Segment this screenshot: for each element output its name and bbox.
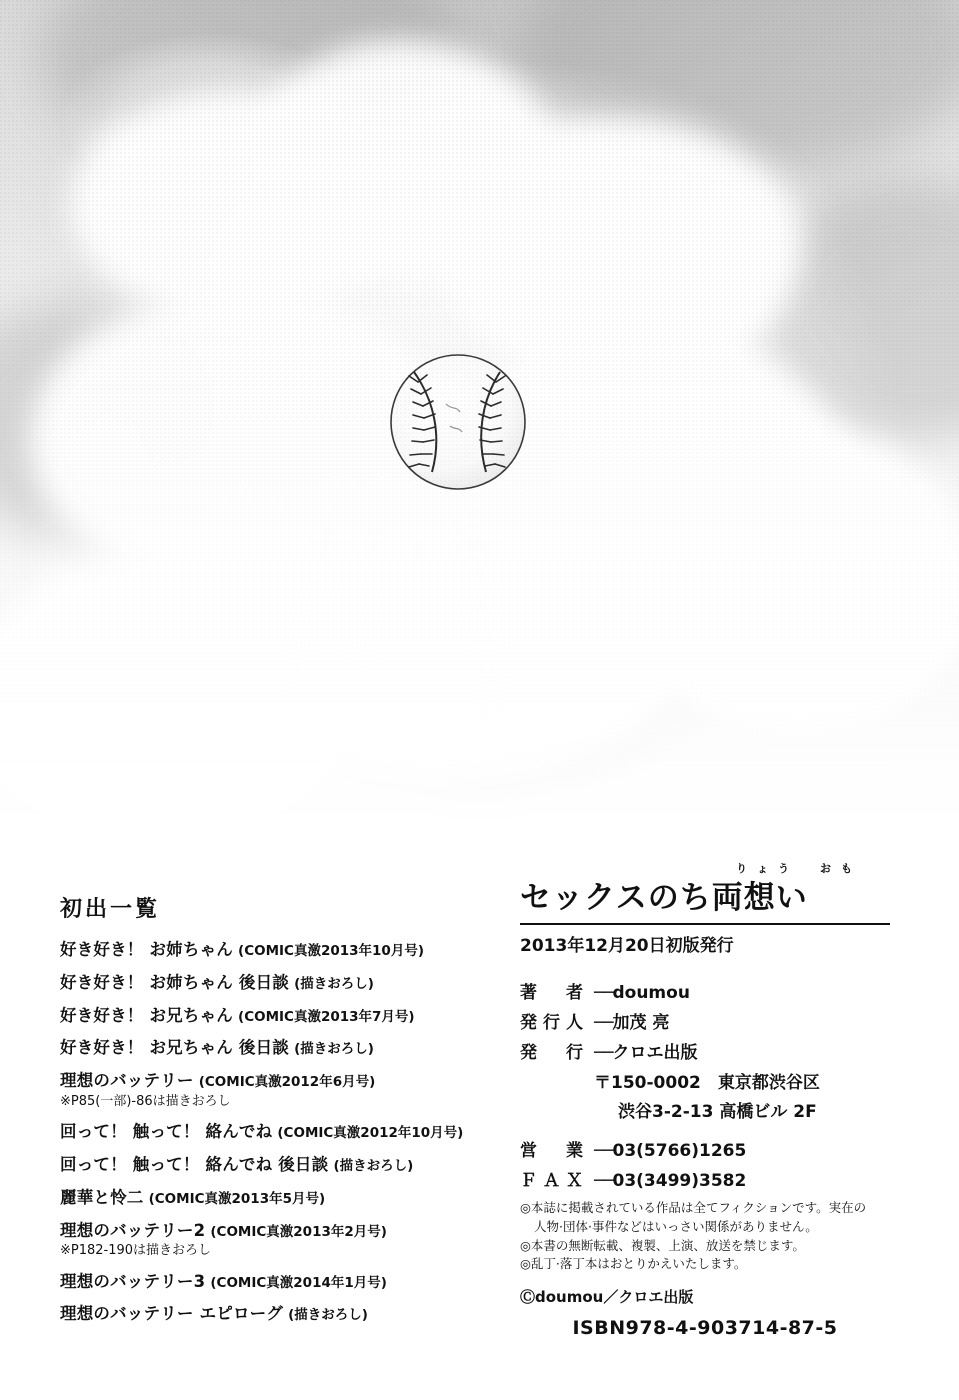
list-item — [60, 1271, 490, 1293]
publisher-label: 発 行 — [520, 1043, 589, 1063]
publisher-row — [520, 1038, 920, 1063]
sparkle — [300, 232, 305, 237]
credit-source: (COMIC真激2014年1月号) — [210, 1274, 387, 1291]
sales-phone-value: 03(5766)1265 — [612, 1141, 747, 1161]
credit-title: 好き好き！ お姉ちゃん 後日談 — [60, 972, 289, 992]
publisher-person-row — [520, 1008, 920, 1033]
publisher-value: クロエ出版 — [612, 1043, 698, 1063]
light-ray — [447, 469, 513, 722]
list-item — [60, 1005, 490, 1027]
credit-source: (COMIC真激2013年10月号) — [238, 943, 424, 959]
credit-source: (COMIC真激2012年6月号) — [198, 1074, 376, 1091]
credit-source: (COMIC真激2012年10月号) — [277, 1125, 464, 1142]
cloud-shade — [0, 300, 220, 540]
list-item — [60, 939, 490, 961]
address-line-2: 渋谷3-2-13 高橋ビル 2F — [618, 1102, 817, 1122]
list-item — [60, 1070, 490, 1110]
legal-line: 人物·団体·事件などはいっさい関係がありません。 — [534, 1218, 818, 1234]
first-appearance-list — [60, 892, 490, 1336]
credit-source: (COMIC真激2013年2月号) — [210, 1223, 387, 1240]
cloud-puff — [70, 90, 400, 320]
author-value: doumou — [612, 983, 690, 1003]
row-dash: ── — [594, 1013, 613, 1033]
credit-title: 理想のバッテリー3 — [60, 1271, 206, 1291]
legal-line: ◎本誌に掲載されている作品は全てフィクションです。実在の — [520, 1200, 867, 1215]
row-dash: ── — [594, 983, 613, 1003]
list-item — [60, 1303, 490, 1325]
copyright-line: Ⓒdoumou／クロエ出版 — [520, 1288, 694, 1306]
credit-title: 麗華と怜二 — [60, 1187, 144, 1207]
fax-row — [520, 1166, 920, 1191]
credit-source: (COMIC真激2013年7月号) — [238, 1008, 415, 1025]
cloud-puff — [0, 560, 360, 840]
list-item — [60, 1037, 490, 1059]
address-line-1: 〒150-0002 東京都渋谷区 — [594, 1073, 820, 1093]
fax-value: 03(3499)3582 — [612, 1171, 747, 1191]
author-row — [520, 978, 920, 1003]
sparkle — [596, 612, 601, 617]
imprint-block — [520, 860, 920, 1339]
book-title-wrap — [520, 860, 920, 917]
credit-title: 理想のバッテリー2 — [60, 1220, 206, 1240]
row-dash: ── — [594, 1043, 613, 1063]
cloud-puff — [430, 330, 850, 650]
author-label: 著 者 — [520, 983, 589, 1003]
credit-title: 好き好き！ お兄ちゃん 後日談 — [60, 1038, 289, 1058]
cloud-puff — [250, 40, 550, 280]
title-ruby: りょう おも — [736, 862, 862, 875]
isbn-code: ISBN978-4-903714-87-5 — [572, 1317, 838, 1339]
credit-note: ※P85(一部)-86は描きおろし — [60, 1094, 231, 1110]
baseball-icon — [388, 352, 528, 492]
cloud-puff — [620, 430, 959, 730]
credit-source: (COMIC真激2013年5月号) — [148, 1190, 326, 1207]
credit-source: (描きおろし) — [333, 1158, 414, 1175]
sales-label: 営 業 — [520, 1141, 589, 1161]
list-item — [60, 1121, 490, 1143]
cloud-puff — [180, 480, 700, 780]
page-title: セックスのち両想い — [520, 880, 808, 916]
publisher-person-value: 加茂 亮 — [612, 1013, 670, 1033]
legal-notice — [520, 1199, 920, 1274]
credit-list — [60, 939, 490, 1325]
credit-title: 理想のバッテリー エピローグ — [60, 1304, 284, 1324]
publication-date: 2013年12月20日初版発行 — [520, 936, 734, 956]
sales-phone-row — [520, 1136, 920, 1161]
colophon-section — [0, 860, 959, 1400]
cloud-puff — [30, 290, 450, 590]
light-ray — [346, 469, 396, 670]
list-item — [60, 1187, 490, 1209]
credit-source: (描きおろし) — [294, 1041, 374, 1058]
credit-title: 好き好き！ お姉ちゃん — [60, 940, 233, 959]
credit-title: 理想のバッテリー — [60, 1071, 194, 1091]
row-dash: ── — [594, 1141, 613, 1161]
list-item — [60, 1220, 490, 1260]
contact-block — [520, 1136, 920, 1191]
light-ray — [274, 469, 360, 691]
legal-line: ◎乱丁·落丁本はおとりかえいたします。 — [520, 1256, 747, 1272]
credit-title: 回って！ 触って！ 絡んでね 後日談 — [60, 1155, 329, 1175]
credit-title: 好き好き！ お兄ちゃん — [60, 1005, 233, 1025]
cloud-shade — [760, 180, 959, 440]
row-dash: ── — [594, 1171, 613, 1191]
cloud-shade — [520, 0, 959, 170]
list-item — [60, 972, 490, 994]
cloud-shade — [40, 0, 460, 170]
fax-label: ＦＡＸ — [520, 1171, 589, 1191]
publisher-person-label: 発行人 — [520, 1013, 589, 1033]
list-item — [60, 1154, 490, 1176]
credit-source: (描きおろし) — [294, 975, 374, 992]
credit-source: (描きおろし) — [288, 1307, 368, 1324]
first-appearance-heading: 初出一覧 — [60, 897, 161, 922]
credit-title: 回って！ 触って！ 絡んでね — [60, 1122, 273, 1142]
sparkle — [512, 566, 518, 572]
credit-note: ※P182-190は描きおろし — [60, 1243, 212, 1259]
cloud-puff — [440, 120, 800, 380]
legal-line: ◎本書の無断転載、複製、上演、放送を禁じます。 — [520, 1237, 805, 1253]
title-divider — [520, 923, 890, 925]
